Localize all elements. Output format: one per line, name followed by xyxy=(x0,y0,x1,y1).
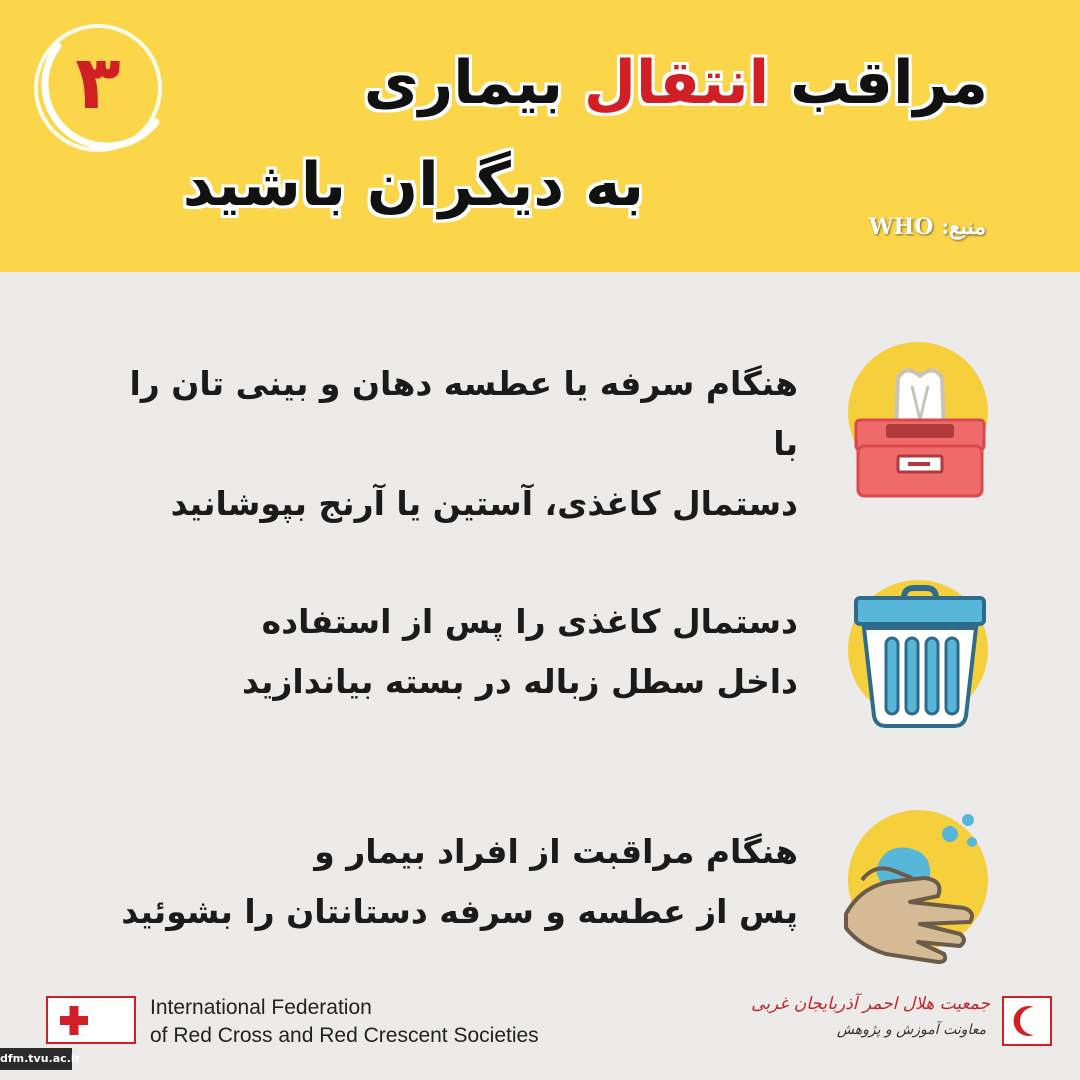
page-title-line2: به دیگران باشید xyxy=(182,150,644,220)
red-cross-crescent-icon xyxy=(48,998,134,1042)
tissue-box-icon xyxy=(840,342,1000,512)
step-badge xyxy=(28,18,168,158)
title-highlight: انتقال xyxy=(583,48,770,118)
tip-line-2: پس از عطسه و سرفه دستانتان را بشوئید xyxy=(121,892,798,931)
tip-line-2: دستمال کاغذی، آستین یا آرنج بپوشانید xyxy=(170,484,798,523)
ifrc-name xyxy=(150,994,539,1050)
tip-line-1: هنگام سرفه یا عطسه دهان و بینی تان را با xyxy=(129,364,798,463)
red-crescent-icon xyxy=(1004,998,1050,1044)
ifrc-emblem xyxy=(46,996,136,1044)
page-title-line1 xyxy=(364,48,988,118)
local-society-logo xyxy=(751,994,1052,1054)
tip-text xyxy=(98,822,798,942)
tip-line-1: دستمال کاغذی را پس از استفاده xyxy=(261,602,798,641)
tip-item-3 xyxy=(0,810,1080,990)
society-department: معاونت آموزش و پژوهش xyxy=(836,1022,986,1038)
tip-text xyxy=(98,592,798,712)
tip-text xyxy=(98,354,798,534)
site-watermark: dfm.tvu.ac.ir xyxy=(0,1048,72,1070)
header-banner xyxy=(0,0,1080,272)
ifrc-line-2: of Red Cross and Red Crescent Societies xyxy=(150,1024,539,1047)
tip-line-2: داخل سطل زباله در بسته بیاندازید xyxy=(241,662,798,701)
red-crescent-emblem xyxy=(1002,996,1052,1046)
society-name: جمعیت هلال احمر آذربایجان غربی xyxy=(751,994,990,1014)
trash-can-icon xyxy=(840,580,1000,750)
ifrc-line-1: International Federation xyxy=(150,996,372,1019)
tip-item-2 xyxy=(0,580,1080,760)
title-part-2: بیماری xyxy=(363,48,584,118)
source-label: منبع: WHO xyxy=(868,214,986,240)
tip-line-1: هنگام مراقبت از افراد بیمار و xyxy=(314,832,798,871)
title-part-1: مراقب xyxy=(769,48,988,118)
tip-item-1 xyxy=(0,342,1080,522)
step-number: ۳ xyxy=(75,40,121,126)
hand-washing-icon xyxy=(840,810,1000,980)
